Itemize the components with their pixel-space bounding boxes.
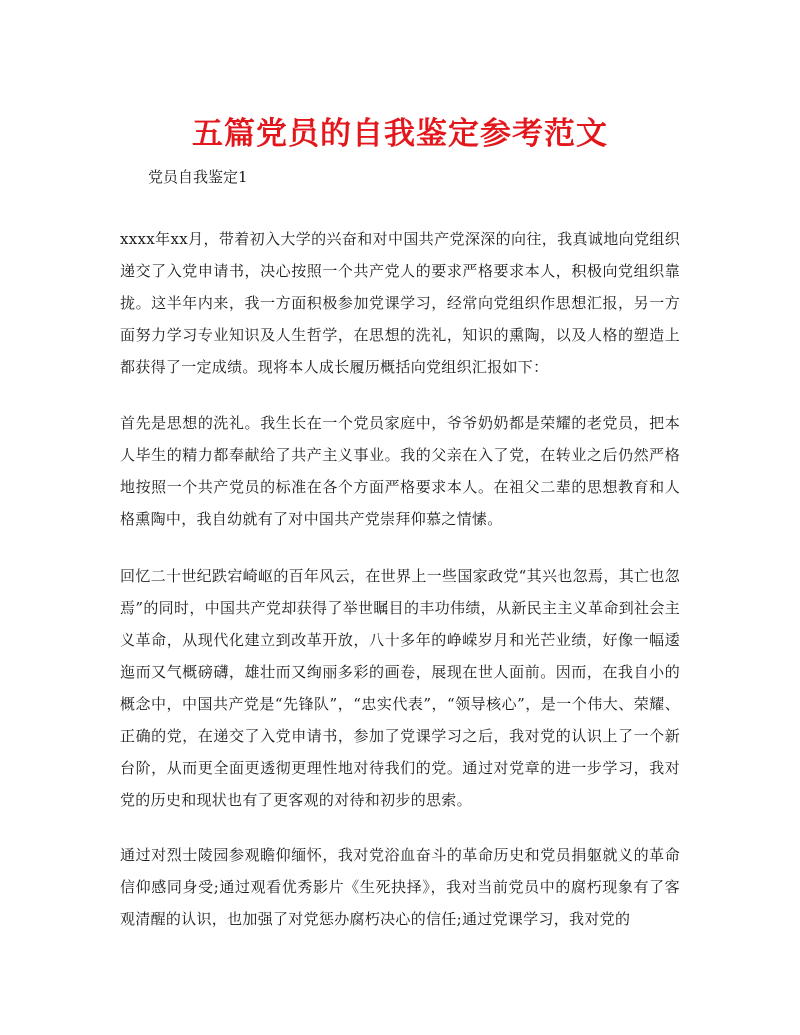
page-title: 五篇党员的自我鉴定参考范文 bbox=[192, 116, 608, 152]
paragraph-2: 首先是思想的洗礼。我生长在一个党员家庭中，爷爷奶奶都是荣耀的老党员，把本人毕生的精力都奉献给了共产主义事业。我的父亲在入了党，在转业之后仍然严格地按照一个共产党员的标准在各个方面严格要求本人。在祖父二辈的思想教育和人格熏陶中，我自幼就有了对中国共产党崇拜仰慕之情愫。 bbox=[120, 414, 680, 528]
section-heading: 党员自我鉴定1 bbox=[148, 168, 248, 186]
paragraph-4: 通过对烈士陵园参观瞻仰缅怀，我对党浴血奋斗的革命历史和党员捐躯就义的革命信仰感同身受;通过观看优秀影片《生死抉择》，我对当前党员中的腐朽现象有了客观清醒的认识，也加强了对党惩办腐朽决心的信任;通过党课学习，我对党的 bbox=[120, 846, 680, 928]
paragraph-1: xxxx年xx月，带着初入大学的兴奋和对中国共产党深深的向往，我真诚地向党组织递交了入党申请书，决心按照一个共产党人的要求严格要求本人，积极向党组织靠拢。这半年内来，我一方面积极参加党课学习，经常向党组织作思想汇报，另一方面努力学习专业知识及人生哲学，在思想的洗礼，知识的熏陶，以及人格的塑造上都获得了一定成绩。现将本人成长履历概括向党组织汇报如下： bbox=[120, 230, 680, 376]
paragraph-3: 回忆二十世纪跌宕崎岖的百年风云，在世界上一些国家政党“其兴也忽焉，其亡也忽焉”的同时，中国共产党却获得了举世瞩目的丰功伟绩，从新民主主义革命到社会主义革命，从现代化建立到改革开放，八十多年的峥嵘岁月和光芒业绩，好像一幅逶迤而又气概磅礴，雄壮而又绚丽多彩的画卷，展现在世人面前。因而，在我自小的概念中，中国共产党是“先锋队”，“忠实代表”，“领导核心”，是一个伟大、荣耀、正确的党，在递交了入党申请书，参加了党课学习之后，我对党的认识上了一个新台阶，从而更全面更透彻更理性地对待我们的党。通过对党章的进一步学习，我对党的历史和现状也有了更客观的对待和初步的思索。 bbox=[120, 567, 680, 809]
